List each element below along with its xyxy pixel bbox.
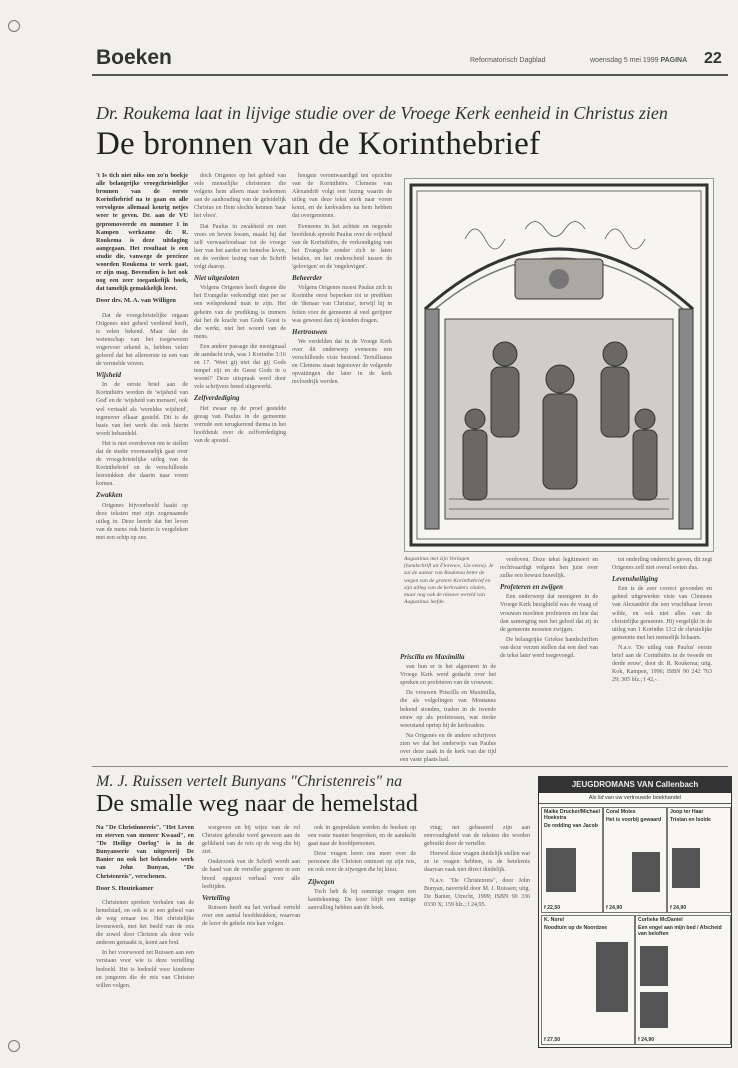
paragraph: wergeven en bij wijze van de rol Christen gebruikt werd gewezen aan de gelikheid van de reis op de weg die hij ziet. xyxy=(202,825,300,856)
paragraph: In het voorwoord zet Ruissen aan een verstaan voor wie is deze vertelling bedoeld. Het is bedoeld voor kinderen en jongeren die de reis van Christen willen volgen. xyxy=(96,950,194,989)
book-author: Joop ter Haar xyxy=(670,809,704,815)
article-column-4b xyxy=(400,650,496,764)
book-author: Corlieke McDaniel xyxy=(638,917,683,923)
book-title: Noodtuin op de Noordzee xyxy=(544,925,608,931)
book-title: Het is voorbij gewaard xyxy=(606,817,662,823)
book-title: Tristan en Isolde xyxy=(670,817,711,823)
paragraph: Ruissen heeft nu het verhaal verteld over een aantal hoofdstukken, waarvan de lezer de gehele reis kan volgen. xyxy=(202,904,300,928)
paragraph: ook in gesprekken werden de boeken op een vaste manier besproken, en de aandacht gaat naar de hoofdpersonen. xyxy=(308,825,416,848)
subheading: Levensheiliging xyxy=(612,575,658,584)
subheading: Priscilla en Maximilla xyxy=(400,653,465,661)
ad-book-5 xyxy=(635,915,731,1045)
book-cover xyxy=(596,942,628,1012)
illustration-drawing xyxy=(405,179,713,551)
paragraph: Volgens Origenes heeft degene die het Evangelie verkondigt niet per se een welsprekend man te zijn. Het geheim van de prediking is immers dat het de kracht van Gods Geest is die werkt, niet het woord van de mens. xyxy=(194,285,286,340)
paragraph: verdoven. Deze tekst legitimeert en rechtvaardigt volgens hen juist over zulke een bewust huwelijk. xyxy=(500,557,598,580)
subheading: Niet uitgesloten xyxy=(194,274,240,283)
paragraph: Deze vragen leren ons meer over de personen die Christen ontmoet op zijn reis, en ook over de zijwegen die hij kiest. xyxy=(308,851,416,874)
issue-date: woensdag 5 mei 1999 PAGINA xyxy=(590,57,688,64)
article2-headline: De smalle weg naar de hemelstad xyxy=(96,791,418,817)
article-column-4 xyxy=(500,556,598,764)
ad-book-4 xyxy=(541,915,635,1045)
article2-column-3 xyxy=(308,824,416,1046)
section-divider xyxy=(92,766,728,767)
book-cover xyxy=(632,852,660,892)
article2-byline: Door S. Houtekamer xyxy=(96,884,154,892)
manuscript-illustration xyxy=(404,178,714,552)
article-column-6 xyxy=(612,556,712,764)
spacer xyxy=(498,556,499,557)
book-price: f 27,50 xyxy=(544,1037,561,1043)
article-headline: De bronnen van de Korinthebrief xyxy=(96,126,541,162)
subheading: Zelfverdediging xyxy=(194,394,240,403)
subheading: Profeteren en zwijgen xyxy=(500,583,563,592)
book-price: f 24,90 xyxy=(606,905,623,911)
paragraph: De vrouwen Priscilla en Maximilla, die als volgelingen van Montanus bekend stonden, traden in de tweede eeuw op als profetessen, wat sterke weerstand opriep bij de kerkvaders. xyxy=(400,690,496,729)
paragraph: Het zwaar op de proef gestelde gezag van Paulus in de gemeente vormde een terugkerend thema in het hoofdstuk over de zelfverdediging van de apostel. xyxy=(194,405,286,444)
paragraph: Een andere passage die menigmaal de aandacht trok, was 1 Korinthe 3:16 en 17. 'Weet gij niet dat gij Gods tempel zijt en de Geest Gods in u woont?' Deze uitspraak werd door vele schrijvers breed uitgewerkt. xyxy=(194,343,286,391)
section-title: Boeken xyxy=(96,46,172,69)
ad-book-2 xyxy=(603,807,667,913)
article-kicker: Dr. Roukema laat in lijvige studie over de Vroege Kerk eenheid in Christus zien xyxy=(96,103,668,123)
ad-title: JEUGDROMANS VAN Callenbach xyxy=(539,777,731,793)
paragraph: ving; net gebaseerd zijn aan eenvoudigheid van de teksten die worden gebruikt door de verteller. xyxy=(424,825,530,848)
paragraph: doch Origenes op het gebied van vele menselijke christenen die volgens hem alleen maar toekomen aan de aanhouding van de geleidelijk Christus en Hem slechts kennen 'naar het vlees'. xyxy=(194,173,286,220)
article2-column-1 xyxy=(96,824,194,1046)
subheading: Beheerder xyxy=(292,274,322,283)
book-price: f 24,90 xyxy=(638,1037,655,1043)
paragraph: Het is niet overdreven om te stellen dat de studie voornamelijk gaat over de vroegchristelijke uitleg van de Korinthebrief en de verschillende leerstukken die daarin naar voren komen. xyxy=(96,440,188,488)
illustration-caption: Augustinus met zijn Vorlagen (handschrift uit Florence, 12e eeuw). Je zal de auteur van Roukema beter de wegen van de grotere Korinthebrief en zijn uitleg van de kerkvaders vinden, maar nog ook de nieuwe wereld van Augustinus leefde. xyxy=(404,556,494,606)
book-cover xyxy=(640,946,668,986)
paragraph: Eveneens in het achtste en negende hoofdstuk spreekt Paulus over de vrijheid van de Korinthiërs, de verkondiging van het Evangelie zonder zich te laten betalen, en het onderscheid tussen de 'gelovigen' en de 'ongelovigen'. xyxy=(292,223,392,271)
book-author: Coral Motes xyxy=(606,809,636,815)
paragraph: tot onderling onderricht geven, dit zegt Origenes zelf niet overal weten dus. xyxy=(612,557,712,572)
paragraph: N.a.v. "De Christenreis", door John Bunyan, naverteld door M. J. Ruissen; uitg. De Banier, Utrecht, 1999; ISBN 90 336 0330 X; 159 blz.; f 24,95. xyxy=(424,877,530,908)
paragraph: Dat Paulus in zwakheid en met vrees en beven kwam, maakt hij dat zelf verwaarloosbaar tot de vroege leer van het aardse en hemelse leven, en de verdere lezing van de Schrift volgt daarop. xyxy=(194,223,286,271)
book-price: f 24,90 xyxy=(670,905,687,911)
article2-lead: Na "De Christinnereis", "Het Leven en sterven van meneer Kwaad", en "De Heilige Oorlog" is in de Bunyanserie van uitgeverij De Banier nu ook het bekendste werk van John Bunyan, "De Christenreis", verschenen. xyxy=(96,824,194,880)
paragraph: Na Origenes en de andere schrijvers zien we dat het onderwijs van Paulus over deze zaak in de kerk van die tijd een vaste plaats had. xyxy=(400,732,496,764)
article-lead: 't Is tich niet niks om zo'n boekje alle belangrijke vroegchristelijke bronnen van de eerste Korinthebrief na te gaan en alle vervolgens allemaal keurig netjes weer te geven. Dr. aan de VU gepromoveerde en nummer 1 in Kampen werkzame dr. R. Roukema is deze uitdaging aangegaan. Het resultaat is een studie die, vanwege de precieze woorden Roukema te werk gaat, er zijn mag. Bovendien is het ook nog een zeer toegankelijk boek, dat tamelijk gemakkelijk leest. xyxy=(96,172,188,293)
book-price: f 22,50 xyxy=(544,905,561,911)
page-number: 22 xyxy=(704,50,722,67)
book-advertisement xyxy=(538,776,732,1048)
paragraph: N.a.v. 'De uitleg van Paulus' eerste brief aan de Corinthiërs in de tweede en derde eeuw', door dr. R. Roukema; uitg. Kok, Kampen, 1996; ISBN 90 242 763 29; 305 blz.; f 42,-. xyxy=(612,644,712,684)
ad-strip: Als lid van uw vertrouwde boekhandel xyxy=(539,793,731,804)
paragraph: Een onderwerp dat menigeen in de Vroege Kerk bezighield was de vraag of vrouwen mochten profeteren en hoe dat dan samenging met het gebod dat zij in de gemeente moesten zwijgen. xyxy=(500,594,598,633)
paragraph: We verdelden dat in de Vroege Kerk over dit onderwerp eveneens een verschillende visie bestond. Tertullianus en Clemens staan tegenover de volgende opvattingen die later in de kerk invloedrijk werden. xyxy=(292,338,392,386)
book-title: De redding van Jacob xyxy=(544,823,598,829)
paragraph: Dat de vroegchristelijke orgaan Origenes niet geheel verdiend heeft, is velen bekend. Maar dat de wetenschap van het toegewezen vogervoer erkend is, hebben velen geleerd dat het allereerste in een van de vermelde verzen. xyxy=(96,312,188,368)
ad-book-3 xyxy=(667,807,731,913)
subheading: Hertrouwen xyxy=(292,327,328,336)
paragraph: Een is de zeer correct gevonden en geheel uitgewerkte visie van Clemens van Alexandrië die een vruchtbaar leven wilde, en ook niet alles van de christelijke gemeente. Hij vergelijkt in de uitleg van 1 Korinthe 13:2 de christelijke gemeente met het menselijk lichaam. xyxy=(612,586,712,641)
book-cover xyxy=(640,992,668,1028)
article2-kicker: M. J. Ruissen vertelt Bunyans "Christenreis" na xyxy=(96,773,403,790)
paragraph: Origenes bijvoorbeeld haakt op deze teksten met zijn zogenaamde uitleg in. Deze leerde dat het leven van de mens ook hierin is vergeleken met een schip op zee. xyxy=(96,502,188,541)
paragraph: Volgens Origenes moest Paulus zich in Korinthe eerst beperken tot te prediken de 'dienaar van Christus', terwijl hij in feiten voor de gemeente al veel gerijpter was geweest dan zij konden dragen. xyxy=(292,285,392,324)
paragraph: Christenen spreken verhalen van de hemelstad, en ook is er een geheel van de weg ernaar toe. Het christelijke levenswerk, met het beeld van de reis die zowel door Christen als door vele anderen gemaakt is, komt aan bod. xyxy=(96,899,194,947)
article-column-2 xyxy=(194,172,286,764)
subheading: Zwakken xyxy=(96,491,123,500)
paragraph: van hun er is het algemeen in de Vroege Kerk werd gedacht over het spreken en profeteren van de vrouwen. xyxy=(400,664,496,687)
paragraph: Onderzoek van de Schrift wordt aan de hand van de verteller gegeven in een breed opgezet verhaal voor alle leeftijden. xyxy=(202,859,300,890)
ad-book-1 xyxy=(541,807,603,913)
paragraph: De belangrijke Griekse handschriften van deze verzen stellen dat een deel van de tekst later werd toegevoegd. xyxy=(500,636,598,660)
paragraph: In de eerste brief aan de Korinthiërs worden de 'wijsheid van God' en de 'wijsheid van mensen', ook wel vertaald als 'wereldse wijsheid', tegenover elkaar gesteld. Dit is de basis van het werk die ook hierin wordt behandeld. xyxy=(96,382,188,437)
book-title: Een engel aan mijn bed / Afscheid van beloften xyxy=(638,925,722,937)
registration-mark xyxy=(8,20,20,32)
paragraph: hoogste verontwaardigd ten opzichte van de Korinthiërs. Clemens van Alexandrië volgt een lezing waarin de uitleg van deze tekst sterk naar voren komt, en de kerkvaders na hem hebben dat overgenomen. xyxy=(292,173,392,220)
paragraph: Hoewel deze vragen duidelijk stellen wat ze te vragen hebben, is de betekenis daarvan vaak niet direct duidelijk. xyxy=(424,851,530,874)
article2-column-2 xyxy=(202,824,300,1046)
subheading: Zijwegen xyxy=(308,877,335,886)
paragraph: Toch heb ik bij sommige vragen een kanttekening. De lezer blijft een nuttige aanvulling hebben aan dit boek. xyxy=(308,888,416,911)
article-column-1 xyxy=(96,172,188,764)
subheading: Wijsheid xyxy=(96,371,122,380)
newspaper-name: Reformatorisch Dagblad xyxy=(470,57,546,64)
book-author: K. Norel xyxy=(544,917,564,923)
book-cover xyxy=(672,848,700,888)
article-byline: Door drs. M. A. van Willigen xyxy=(96,297,176,305)
book-author: Maike Drucker/Michael Hoekstra xyxy=(544,809,600,821)
subheading: Vertelling xyxy=(202,893,231,902)
book-cover xyxy=(546,848,576,892)
article-column-3 xyxy=(292,172,392,764)
article2-column-4 xyxy=(424,824,530,1046)
registration-mark xyxy=(8,1040,20,1052)
